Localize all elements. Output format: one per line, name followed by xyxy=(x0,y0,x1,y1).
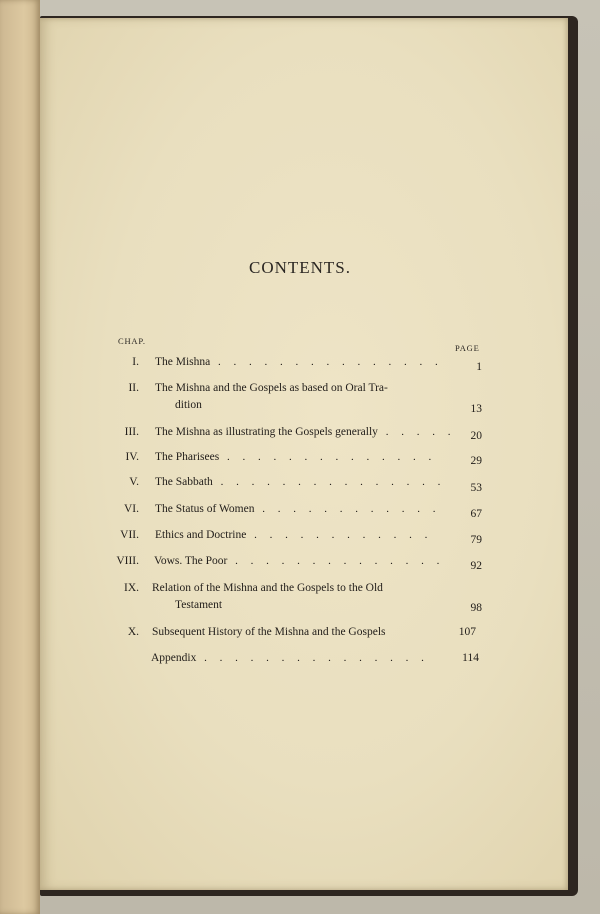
chapter-title: The Status of Women . . . xyxy=(155,503,440,515)
chapter-number: VI. xyxy=(123,503,139,515)
toc-entry xyxy=(0,503,600,523)
page-number: 107 xyxy=(458,626,476,638)
page-number: 114 xyxy=(462,652,479,664)
chapter-title: The Mishna and the Gospels as based on Oral Tra- xyxy=(155,382,388,394)
toc-entry xyxy=(0,356,600,376)
chapter-title: Relation of the Mishna and the Gospels to the Old xyxy=(152,582,383,594)
page-number: 20 xyxy=(470,430,482,442)
chapter-title: Subsequent History of the Mishna and the Gospels xyxy=(152,626,386,638)
chapter-number: X. xyxy=(127,626,139,638)
toc-entry xyxy=(0,426,600,446)
chapter-title: Vows. The Poor . . . xyxy=(154,555,439,567)
page-number: 13 xyxy=(470,403,482,415)
chapter-number: IV. xyxy=(125,451,139,463)
chapter-number: I. xyxy=(132,356,139,368)
chap-column-header: CHAP. xyxy=(118,336,146,346)
toc-entry xyxy=(0,451,600,471)
chapter-number: III. xyxy=(124,426,139,438)
toc-entry xyxy=(0,555,600,575)
chapter-title: Ethics and Doctrine . . . xyxy=(155,529,440,541)
page-number: 92 xyxy=(470,560,482,572)
chapter-title: Appendix . . . xyxy=(151,652,436,664)
page-number: 79 xyxy=(470,534,482,546)
chapter-number: VIII. xyxy=(116,555,139,567)
chapter-title-continued: dition xyxy=(175,399,202,411)
chapter-number: IX. xyxy=(123,582,139,594)
toc-entry xyxy=(0,652,600,672)
chapter-title: The Pharisees . . . xyxy=(155,451,440,463)
chapter-title: The Sabbath . . . xyxy=(155,476,440,488)
page-title: CONTENTS. xyxy=(248,258,352,277)
chapter-number: V. xyxy=(129,476,139,488)
chapter-number: II. xyxy=(128,382,139,394)
toc-entry xyxy=(0,582,600,618)
toc-entry xyxy=(0,529,600,549)
chapter-title: The Mishna . . . xyxy=(155,356,440,368)
chapter-number: VII. xyxy=(120,529,139,541)
chapter-title: The Mishna as illustrating the Gospels generally . . . xyxy=(155,426,455,438)
page-number: 98 xyxy=(470,602,482,614)
toc-entry xyxy=(0,382,600,418)
page-number: 29 xyxy=(470,455,482,467)
toc-entry xyxy=(0,476,600,496)
page-number: 67 xyxy=(470,508,482,520)
page-number: 1 xyxy=(476,361,482,373)
page-column-header: PAGE xyxy=(455,343,480,353)
toc-entry xyxy=(0,626,600,646)
page-number: 53 xyxy=(470,482,482,494)
chapter-title-continued: Testament xyxy=(175,599,223,611)
